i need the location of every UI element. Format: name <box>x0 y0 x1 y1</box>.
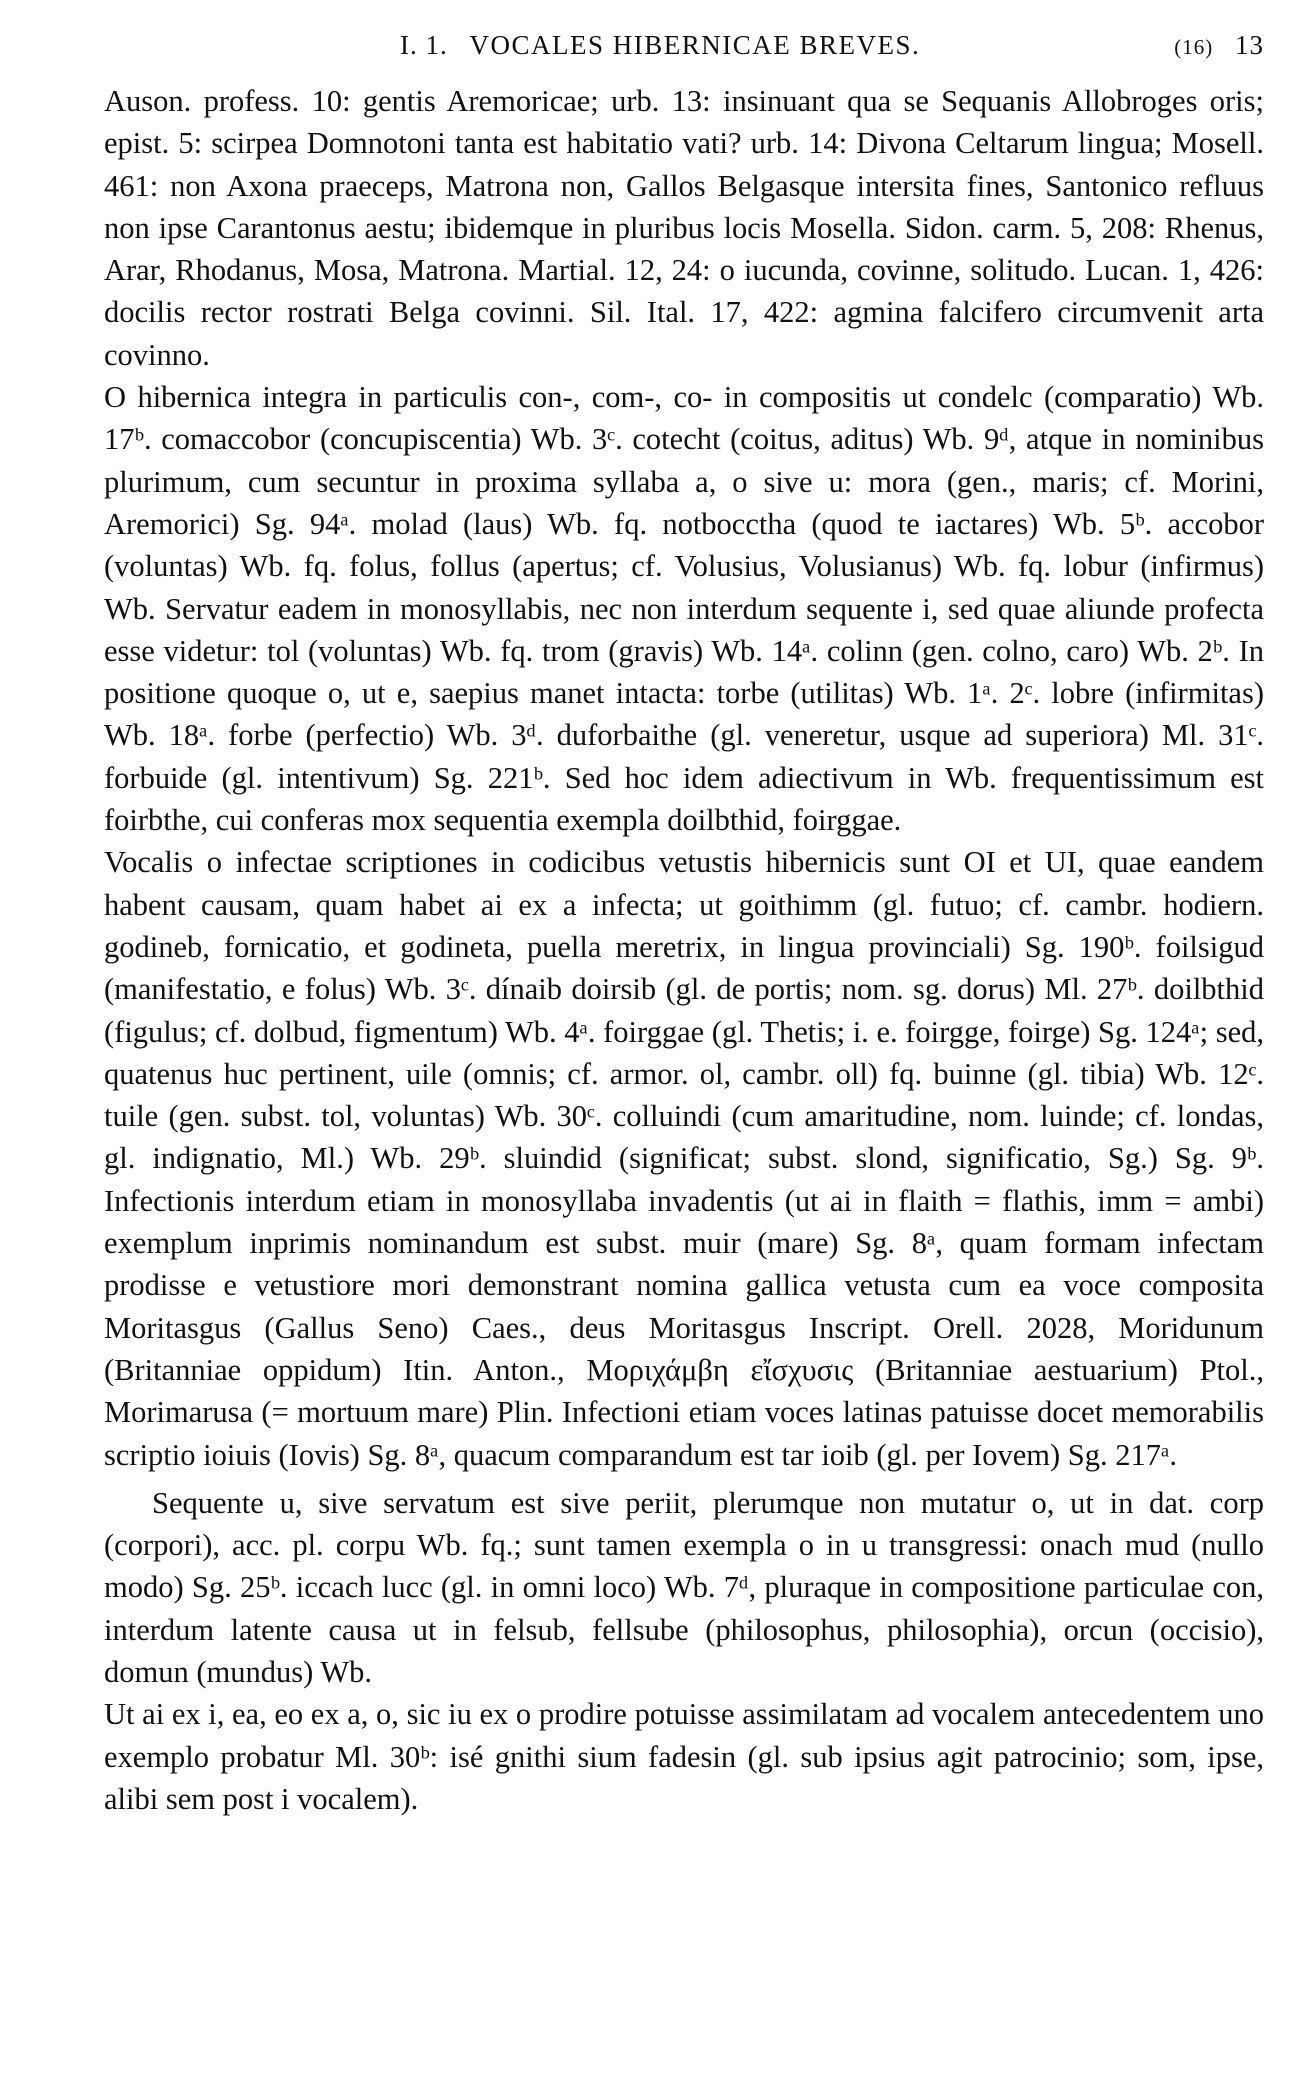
running-header <box>104 24 1264 80</box>
page-number: 13 <box>1235 30 1264 60</box>
section-number: I. 1. <box>400 30 448 60</box>
paragraph-2: O hibernica integra in particulis con-, com-, co- in compositis ut condelc (comparatio) Wb. 17ᵇ. comaccobor (concupiscentia) Wb. 3ᶜ. cotecht (coitus, aditus) Wb. 9ᵈ, atque in nominibus plurimum, cum secuntur in proxima syllaba a, o sive u: mora (gen., maris; cf. Morini, Aremorici) Sg. 94ᵃ. molad (laus) Wb. fq. notbocctha (quod te iactares) Wb. 5ᵇ. accobor (voluntas) Wb. fq. folus, follus (apertus; cf. Volusius, Volusianus) Wb. fq. lobur (infirmus) Wb. Servatur eadem in monosyllabis, nec non interdum sequente i, sed quae aliunde profecta esse videtur: tol (voluntas) Wb. fq. trom (gravis) Wb. 14ᵃ. colinn (gen. colno, caro) Wb. 2ᵇ. In positione quoque o, ut e, saepius manet intacta: torbe (utilitas) Wb. 1ᵃ. 2ᶜ. lobre (infirmitas) Wb. 18ᵃ. forbe (perfectio) Wb. 3ᵈ. duforbaithe (gl. veneretur, usque ad superiora) Ml. 31ᶜ. forbuide (gl. intentivum) Sg. 221ᵇ. Sed hoc idem adiectivum in Wb. frequentissimum est foirbthe, cui conferas mox sequentia exempla doilbthid, foirggae. <box>104 380 1264 838</box>
paragraph-1: Auson. profess. 10: gentis Aremoricae; urb. 13: insinuant qua se Sequanis Allobroges oris; epist. 5: scirpea Domnotoni tanta est habitatio vati? urb. 14: Divona Celtarum lingua; Mosell. 461: non Axona praeceps, Matrona non, Gallos Belgasque intersita fines, Santonico refluus non ipse Carantonus aestu; ibidemque in pluribus locis Mosella. Sidon. carm. 5, 208: Rhenus, Arar, Rhodanus, Mosa, Matrona. Martial. 12, 24: o iucunda, covinne, solitudo. Lucan. 1, 426: docilis rector rostrati Belga covinni. Sil. Ital. 17, 422: agmina falcifero circumvenit arta covinno. <box>104 84 1264 372</box>
paragraph-3: Vocalis o infectae scriptiones in codicibus vetustis hibernicis sunt OI et UI, quae eandem habent causam, quam habet ai ex a infecta; ut goithimm (gl. futuo; cf. cambr. hodiern. godineb, fornicatio, et godineta, puella meretrix, in lingua provinciali) Sg. 190ᵇ. foilsigud (manifestatio, e folus) Wb. 3ᶜ. dínaib doirsib (gl. de portis; nom. sg. dorus) Ml. 27ᵇ. doilbthid (figulus; cf. dolbud, figmentum) Wb. 4ᵃ. foirggae (gl. Thetis; i. e. foirgge, foirge) Sg. 124ᵃ; sed, quatenus huc pertinent, uile (omnis; cf. armor. ol, cambr. oll) fq. buinne (gl. tibia) Wb. 12ᶜ. tuile (gen. subst. tol, voluntas) Wb. 30ᶜ. colluindi (cum amaritudine, nom. luinde; cf. londas, gl. indignatio, Ml.) Wb. 29ᵇ. sluindid (significat; subst. slond, significatio, Sg.) Sg. 9ᵇ. Infectionis interdum etiam in monosyllaba invadentis (ut ai in flaith = flathis, imm = ambi) exemplum inprimis nominandum est subst. muir (mare) Sg. 8ᵃ, quam formam infectam prodisse e vetustiore mori demonstrant nomina gallica vetusta cum ea voce composita Moritasgus (Gallus Seno) Caes., deus Moritasgus Inscript. Orell. 2028, Moridunum (Britanniae oppidum) Itin. Anton., Μοριχάμβη εἴσχυσις (Britanniae aestuarium) Ptol., Morimarusa (= mortuum mare) Plin. Infectioni etiam voces latinas patuisse docet memorabilis scriptio ioiuis (Iovis) Sg. 8ᵃ, quacum comparandum est tar ioib (gl. per Iovem) Sg. 217ᵃ. <box>104 845 1264 1472</box>
document-page <box>104 24 1264 1820</box>
margin-mark: (16) <box>1174 35 1214 59</box>
header-right <box>1174 30 1264 61</box>
paragraph-4: Sequente u, sive servatum est sive periit, plerumque non mutatur o, ut in dat. corp (corpori), acc. pl. corpu Wb. fq.; sunt tamen exempla o in u transgressi: onach mud (nullo modo) Sg. 25ᵇ. iccach lucc (gl. in omni loco) Wb. 7ᵈ, pluraque in compositione particulae con, interdum latente causa ut in felsub, fellsube (philosophus, philosophia), orcun (occisio), domun (mundus) Wb. <box>104 1485 1264 1689</box>
header-left <box>400 30 920 61</box>
paragraph-5: Ut ai ex i, ea, eo ex a, o, sic iu ex o prodire potuisse assimilatam ad vocalem antecedentem uno exemplo probatur Ml. 30ᵇ: isé gnithi sium fadesin (gl. sub ipsius agit patrocinio; som, ipse, alibi sem post i vocalem). <box>104 1697 1264 1816</box>
running-title: VOCALES HIBERNICAE BREVES. <box>469 30 921 60</box>
